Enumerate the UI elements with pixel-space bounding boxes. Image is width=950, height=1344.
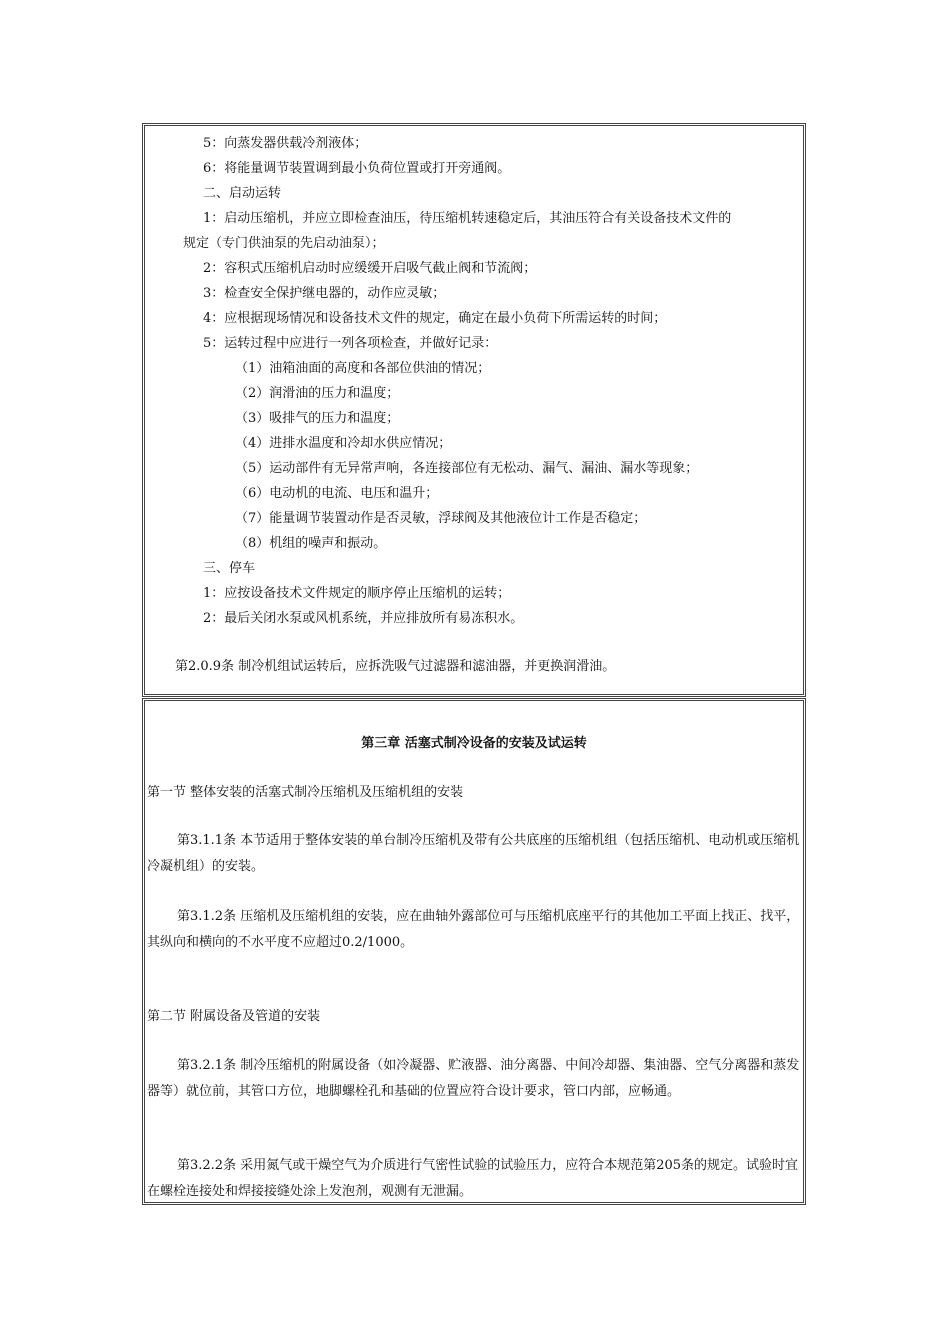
sub-item-line: （2）润滑油的压力和温度； bbox=[235, 386, 400, 401]
item-line-continuation: 规定（专门供油泵的先启动油泵）； bbox=[183, 236, 385, 251]
sub-item-line: （3）吸排气的压力和温度； bbox=[235, 411, 400, 426]
section-title-2: 第二节 附属设备及管道的安装 bbox=[147, 1009, 321, 1024]
sub-item-line: （1）油箱油面的高度和各部位供油的情况； bbox=[235, 361, 491, 376]
lower-text-box bbox=[142, 698, 806, 1205]
clause-3-2-1: 第3.2.1条 制冷压缩机的附属设备（如冷凝器、贮液器、油分离器、中间冷却器、集油器、空气分离器和蒸发器等）就位前，其管口方位，地脚螺栓孔和基础的位置应符合设计要求，管口内部，应畅通。 bbox=[147, 1058, 800, 1099]
item-line: 6：将能量调节装置调到最小负荷位置或打开旁通阀。 bbox=[203, 161, 511, 176]
clause-3-1-1: 第3.1.1条 本节适用于整体安装的单台制冷压缩机及带有公共底座的压缩机组（包括压缩机、电动机或压缩机冷凝机组）的安装。 bbox=[147, 833, 800, 874]
section-title-1: 第一节 整体安装的活塞式制冷压缩机及压缩机组的安装 bbox=[147, 785, 464, 800]
clause-3-1-2: 第3.1.2条 压缩机及压缩机组的安装，应在曲轴外露部位可与压缩机底座平行的其他加工平面上找正、找平，其纵向和横向的不水平度不应超过0.2/1000。 bbox=[147, 909, 800, 950]
item-line: 5：向蒸发器供载冷剂液体； bbox=[203, 136, 368, 151]
subheading-start: 二、启动运转 bbox=[203, 186, 282, 201]
item-line: 1：启动压缩机，并应立即检查油压，待压缩机转速稳定后，其油压符合有关设备技术文件的 bbox=[203, 211, 732, 226]
item-line: 3：检查安全保护继电器的，动作应灵敏； bbox=[203, 286, 446, 301]
item-line: 2：容积式压缩机启动时应缓缓开启吸气截止阀和节流阀； bbox=[203, 261, 537, 276]
item-line: 5：运转过程中应进行一列各项检查，并做好记录： bbox=[203, 336, 498, 351]
chapter-title: 第三章 活塞式制冷设备的安装及试运转 bbox=[361, 736, 587, 751]
item-line: 1：应按设备技术文件规定的顺序停止压缩机的运转； bbox=[203, 586, 511, 601]
sub-item-line: （7）能量调节装置动作是否灵敏，浮球阀及其他液位计工作是否稳定； bbox=[235, 511, 647, 526]
clause-3-2-2: 第3.2.2条 采用氮气或干燥空气为介质进行气密性试验的试验压力，应符合本规范第205条的规定。试验时宜在螺栓连接处和焊接接缝处涂上发泡剂，观测有无泄漏。 bbox=[147, 1158, 799, 1199]
sub-item-line: （6）电动机的电流、电压和温升； bbox=[235, 486, 439, 501]
subheading-stop: 三、停车 bbox=[203, 561, 256, 576]
sub-item-line: （8）机组的噪声和振动。 bbox=[235, 536, 387, 551]
sub-item-line: （5）运动部件有无异常声响，各连接部位有无松动、漏气、漏油、漏水等现象； bbox=[235, 461, 699, 476]
upper-text-box bbox=[142, 123, 806, 697]
clause-2-0-9: 第2.0.9条 制冷机组试运转后，应拆洗吸气过滤器和滤油器，并更换润滑油。 bbox=[175, 659, 616, 674]
item-line: 4：应根据现场情况和设备技术文件的规定，确定在最小负荷下所需运转的时间； bbox=[203, 311, 667, 326]
item-line: 2：最后关闭水泵或风机系统，并应排放所有易冻积水。 bbox=[203, 611, 524, 626]
sub-item-line: （4）进排水温度和冷却水供应情况； bbox=[235, 436, 452, 451]
